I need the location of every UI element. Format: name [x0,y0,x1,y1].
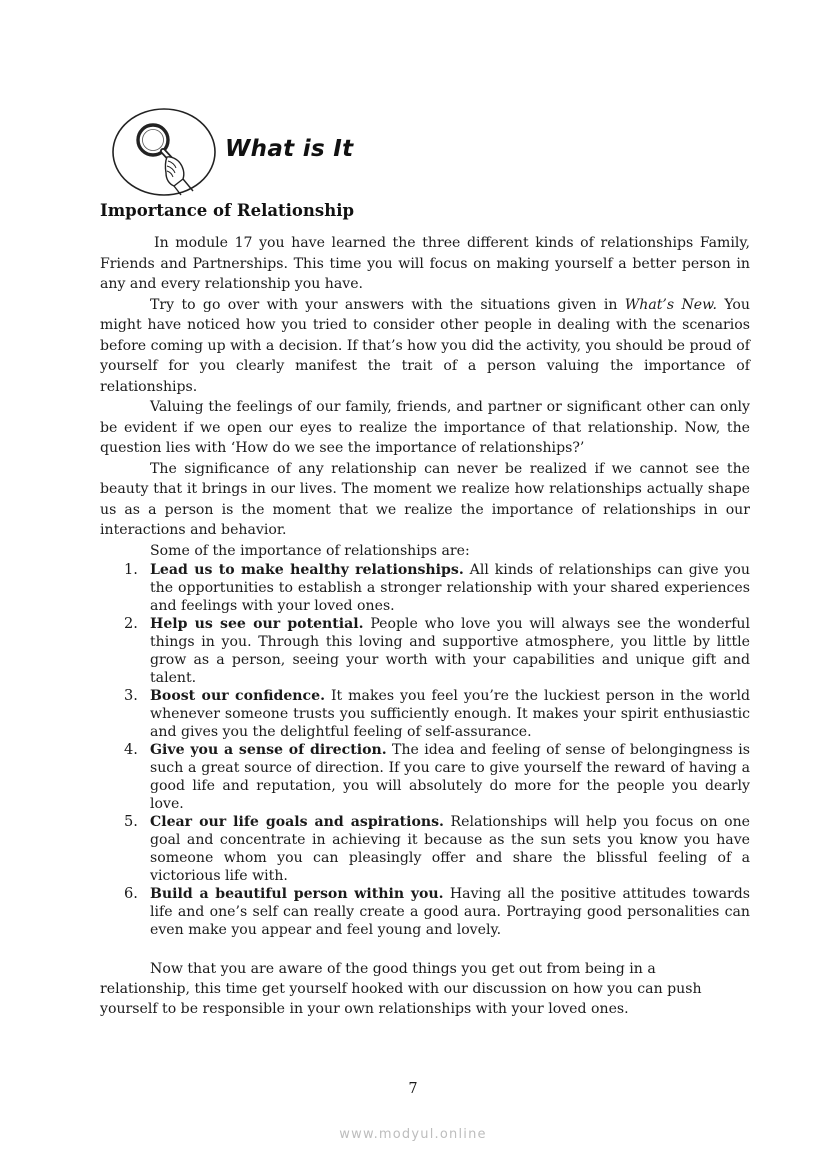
magnifying-glass-hand-icon [111,107,217,197]
list-item-text [150,615,750,687]
list-item-title: Give you a sense of direction. [150,742,387,758]
list-item-body: It makes you feel you’re the luckiest person in the world whenever someone trusts you sufficiently enough. It makes your spirit enthusiastic and gives you the delightful feeling of self-assurance. [150,688,750,740]
list-item [100,813,750,885]
list-item-number: 2. [124,615,138,632]
paragraph-reference: What’s New. [624,296,717,313]
list-item-body: People who love you will always see the wonderful things in you. Through this loving and supportive atmosphere, you little by little grow as a person, seeing your worth with your capabilities and unique gift and talent. [150,616,751,686]
list-item-number: 6. [124,885,138,902]
list-item-text [150,885,750,939]
list-item-number: 5. [124,813,138,830]
list-item-body: The idea and feeling of sense of belongingness is such a great source of direction. If you care to give yourself the reward of having a good life and reputation, you will absolutely do more for the people you dearly love. [150,742,750,812]
watermark: www.modyul.online [339,1127,487,1142]
list-item-text [150,741,750,813]
importance-list [100,561,750,939]
page-number: 7 [408,1081,418,1097]
list-item-title: Lead us to make healthy relationships. [150,562,464,578]
subheading: Importance of Relationship [100,201,355,220]
list-item-text [150,687,750,741]
paragraph-segment: You might have noticed how you tried to consider other people in dealing with the scenarios before coming up with a decision. If that’s how you did the activity, you should be proud of yourself for you clearly manifest the trait of a person valuing the importance of relationships. [100,296,750,395]
paragraph: The significance of any relationship can never be realized if we cannot see the beauty that it brings in our lives. The moment we realize how relationships actually shape us as a person is the moment that we realize the importance of relationships in our interactions and behavior. [100,460,750,538]
list-intro: Some of the importance of relationships are: [150,542,470,559]
list-item-text [150,813,750,885]
body-text [100,233,750,1019]
paragraph-segment: Try to go over with your answers with the situations given in [150,296,618,313]
list-item-text [150,561,750,615]
list-item-body: Having all the positive attitudes towards life and one’s self can really create a good aura. Portraying good personalities can even make you appear and feel young and lovely. [150,886,751,938]
paragraph: Valuing the feelings of our family, friends, and partner or significant other can only be evident if we open our eyes to realize the importance of that relationship. Now, the question lies with ‘How do we see the importance of relationships?’ [100,399,750,456]
list-item [100,561,750,615]
closing-paragraph: Now that you are aware of the good things you get out from being in a relationship, this time get yourself hooked with our discussion on how you can push yourself to be responsible in your own relationships with your loved ones. [100,961,702,1017]
list-item [100,885,750,939]
list-item-title: Boost our confidence. [150,688,326,704]
list-item-body: All kinds of relationships can give you the opportunities to establish a stronger relationship with your shared experiences and feelings with your loved ones. [150,562,750,614]
list-item-number: 1. [124,561,138,578]
paragraph [100,295,750,398]
list-item-number: 4. [124,741,138,758]
list-item [100,741,750,813]
list-item-title: Build a beautiful person within you. [150,886,444,902]
list-item [100,615,750,687]
list-item-body: Relationships will help you focus on one goal and concentrate in achieving it because as the sun sets you know you have someone whom you can pleasingly offer and share the blissful feeling of a victorious life with. [150,814,750,884]
list-item-title: Clear our life goals and aspirations. [150,814,444,830]
section-title: What is It [225,136,354,162]
list-item-title: Help us see our potential. [150,616,364,632]
list-item [100,687,750,741]
paragraph: In module 17 you have learned the three different kinds of relationships Family, Friends and Partnerships. This time you will focus on making yourself a better person in any and every relationship you have. [100,235,750,292]
list-item-number: 3. [124,687,138,704]
